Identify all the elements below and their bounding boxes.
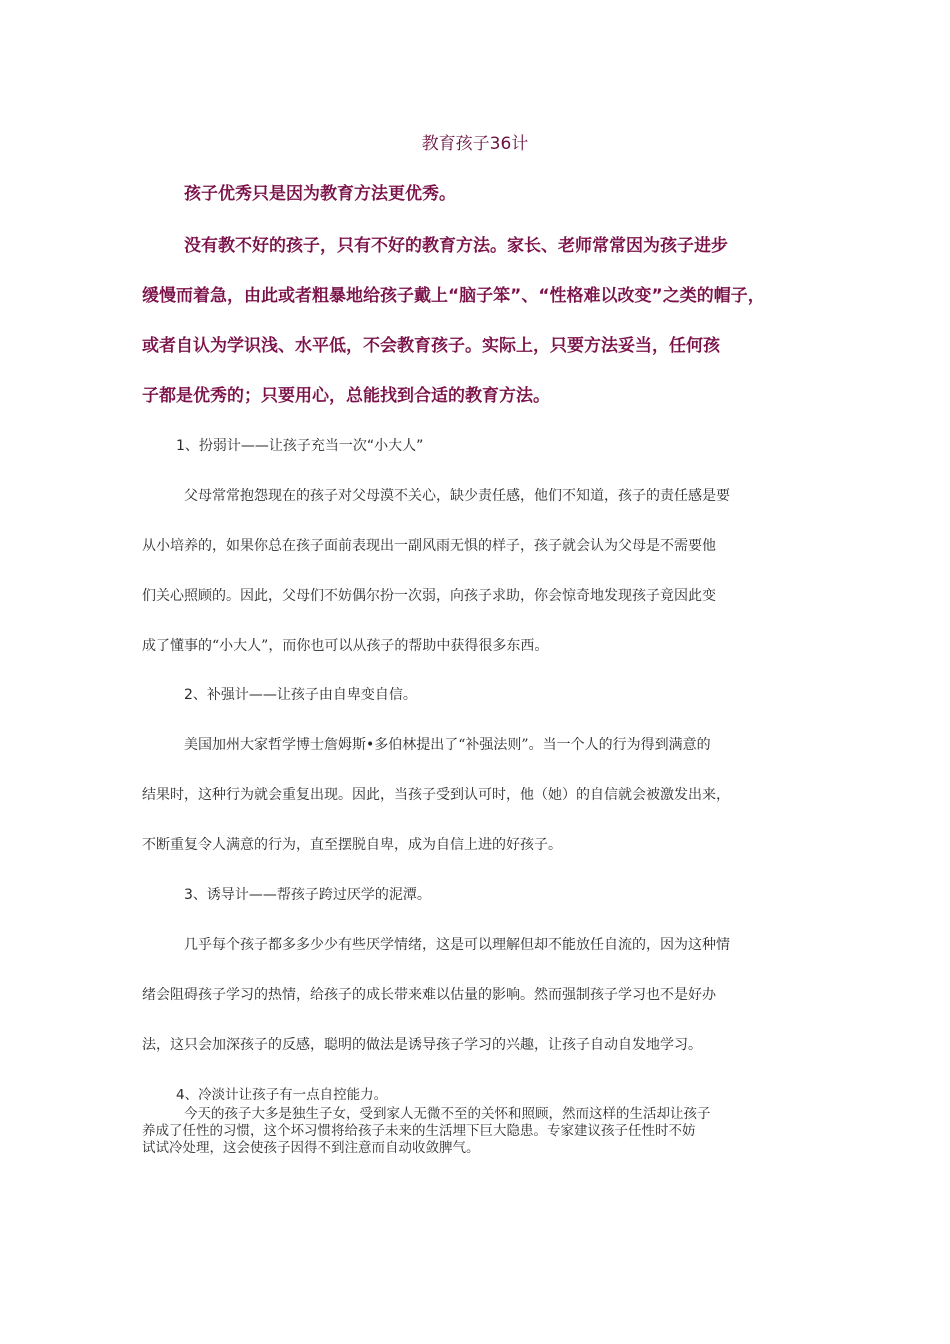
section-heading: 4、冷淡计让孩子有一点自控能力。 bbox=[176, 1087, 388, 1103]
section-line: 养成了任性的习惯，这个坏习惯将给孩子未来的生活埋下巨大隐患。专家建议孩子任性时不妨 bbox=[142, 1123, 696, 1139]
section-heading: 3、诱导计——帮孩子跨过厌学的泥潭。 bbox=[184, 887, 431, 903]
section-line: 法，这只会加深孩子的反感，聪明的做法是诱导孩子学习的兴趣，让孩子自动自发地学习。 bbox=[142, 1037, 702, 1053]
intro-line: 或者自认为学识浅、水平低，不会教育孩子。实际上，只要方法妥当，任何孩 bbox=[142, 336, 720, 356]
section-line: 成了懂事的“小大人”，而你也可以从孩子的帮助中获得很多东西。 bbox=[142, 638, 549, 654]
section-line: 绪会阻碍孩子学习的热情，给孩子的成长带来难以估量的影响。然而强制孩子学习也不是好办 bbox=[142, 987, 716, 1003]
section-line: 几乎每个孩子都多多少少有些厌学情绪，这是可以理解但却不能放任自流的，因为这种情 bbox=[184, 937, 730, 953]
section-line: 美国加州大家哲学博士詹姆斯•多伯林提出了“补强法则”。当一个人的行为得到满意的 bbox=[184, 737, 711, 753]
section-line: 父母常常抱怨现在的孩子对父母漠不关心，缺少责任感，他们不知道，孩子的责任感是要 bbox=[184, 488, 730, 504]
document-title: 教育孩子36计 bbox=[421, 134, 529, 154]
intro-line: 子都是优秀的；只要用心，总能找到合适的教育方法。 bbox=[142, 386, 550, 406]
intro-line: 没有教不好的孩子，只有不好的教育方法。家长、老师常常因为孩子进步 bbox=[184, 236, 728, 256]
section-line: 试试冷处理，这会使孩子因得不到注意而自动收敛脾气。 bbox=[142, 1140, 480, 1156]
section-line: 从小培养的，如果你总在孩子面前表现出一副风雨无惧的样子，孩子就会认为父母是不需要他 bbox=[142, 538, 716, 554]
section-line: 结果时，这种行为就会重复出现。因此，当孩子受到认可时，他（她）的自信就会被激发出来， bbox=[142, 787, 730, 803]
intro-line: 缓慢而着急，由此或者粗暴地给孩子戴上“脑子笨”、“性格难以改变”之类的帽子， bbox=[142, 286, 765, 306]
section-line: 们关心照顾的。因此，父母们不妨偶尔扮一次弱，向孩子求助，你会惊奇地发现孩子竟因此变 bbox=[142, 588, 716, 604]
section-heading: 2、补强计——让孩子由自卑变自信。 bbox=[184, 687, 417, 703]
section-line: 不断重复令人满意的行为，直至摆脱自卑，成为自信上进的好孩子。 bbox=[142, 837, 562, 853]
section-line: 今天的孩子大多是独生子女，受到家人无微不至的关怀和照顾，然而这样的生活却让孩子 bbox=[184, 1106, 711, 1122]
section-heading: 1、扮弱计——让孩子充当一次“小大人” bbox=[176, 438, 424, 454]
intro-tagline: 孩子优秀只是因为教育方法更优秀。 bbox=[184, 184, 456, 204]
